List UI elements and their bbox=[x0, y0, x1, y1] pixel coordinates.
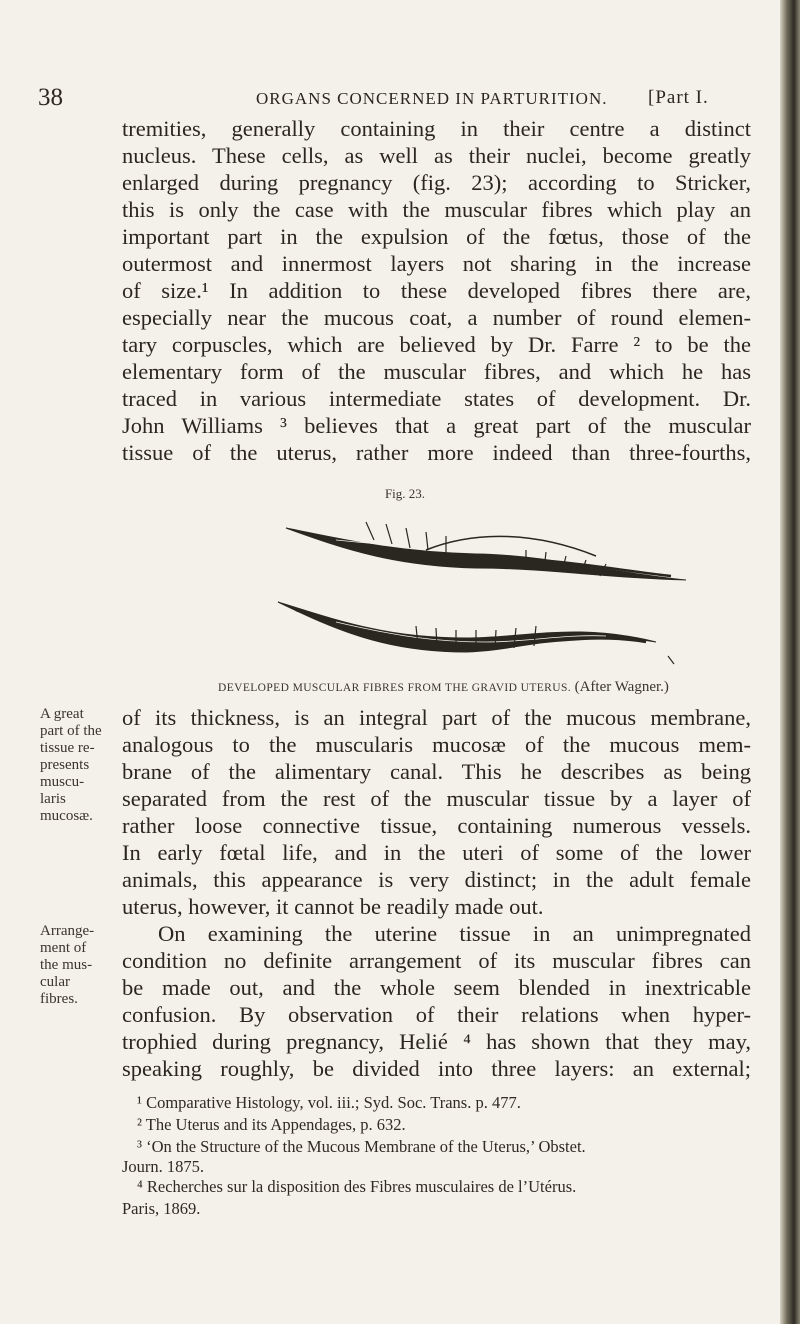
margin-note-line: presents bbox=[40, 757, 90, 773]
margin-note-arrangement bbox=[40, 923, 94, 1008]
text-line: uterus, however, it cannot be readily made out. bbox=[122, 894, 544, 919]
text-line: of size.¹ In addition to these developed fibres there are, bbox=[122, 278, 751, 303]
text-line: speaking roughly, be divided into three layers: an external; bbox=[122, 1056, 751, 1081]
text-line: animals, this appearance is very distinct; in the adult female bbox=[122, 867, 751, 892]
footnote-2: ² The Uterus and its Appendages, p. 632. bbox=[137, 1115, 406, 1134]
text-line: tary corpuscles, which are believed by Dr. Farre ² to be the bbox=[122, 332, 751, 357]
margin-note-line: cular bbox=[40, 974, 70, 990]
text-line: nucleus. These cells, as well as their nuclei, become greatly bbox=[122, 143, 751, 168]
margin-note-line: the mus- bbox=[40, 957, 93, 973]
margin-note-line: muscu- bbox=[40, 774, 85, 790]
text-line: brane of the alimentary canal. This he describes as being bbox=[122, 759, 751, 784]
figure-caption bbox=[218, 679, 669, 696]
footnote-3-continued: Journ. 1875. bbox=[122, 1157, 205, 1176]
text-line: separated from the rest of the muscular tissue by a layer of bbox=[122, 786, 751, 811]
text-line: this is only the case with the muscular fibres which play an bbox=[122, 197, 751, 222]
text-line: tissue of the uterus, rather more indeed than three-fourths, bbox=[122, 440, 751, 465]
margin-note-line: laris bbox=[40, 791, 66, 807]
text-line: outermost and innermost layers not sharing in the increase bbox=[122, 251, 751, 276]
caption-text: DEVELOPED MUSCULAR FIBRES FROM THE GRAVID UTERUS. bbox=[218, 682, 572, 694]
text-line: analogous to the muscularis mucosæ of the mucous mem- bbox=[122, 732, 751, 757]
part-label: [Part I. bbox=[648, 87, 709, 108]
text-line: confusion. By observation of their relations when hyper- bbox=[122, 1002, 751, 1027]
text-line: enlarged during pregnancy (fig. 23); according to Stricker, bbox=[122, 170, 751, 195]
footnote-1: ¹ Comparative Histology, vol. iii.; Syd. Soc. Trans. p. 477. bbox=[137, 1093, 521, 1112]
text-line: In early fœtal life, and in the uteri of some of the lower bbox=[122, 840, 751, 865]
footnote-4: ⁴ Recherches sur la disposition des Fibres musculaires de l’Utérus. bbox=[137, 1177, 577, 1196]
margin-note-line: fibres. bbox=[40, 991, 78, 1007]
running-header bbox=[38, 84, 758, 114]
book-edge bbox=[780, 0, 800, 1324]
text-line: of its thickness, is an integral part of the mucous membrane, bbox=[122, 705, 751, 730]
text-line: condition no definite arrangement of its muscular fibres can bbox=[122, 948, 751, 973]
margin-note-line: ment of bbox=[40, 940, 87, 956]
footnote-4-continued: Paris, 1869. bbox=[122, 1199, 201, 1218]
page-number: 38 bbox=[38, 84, 63, 111]
running-title: ORGANS CONCERNED IN PARTURITION. bbox=[256, 89, 608, 108]
text-line: rather loose connective tissue, containing numerous vessels. bbox=[122, 813, 751, 838]
text-line: be made out, and the whole seem blended in inextricable bbox=[122, 975, 751, 1000]
text-line: trophied during pregnancy, Helié ⁴ has shown that they may, bbox=[122, 1029, 751, 1054]
caption-credit: (After Wagner.) bbox=[574, 679, 669, 695]
text-line: traced in various intermediate states of development. Dr. bbox=[122, 386, 751, 411]
text-line: tremities, generally containing in their centre a distinct bbox=[122, 116, 751, 141]
margin-note-line: tissue re- bbox=[40, 740, 95, 756]
footnote-3: ³ ‘On the Structure of the Mucous Membrane of the Uterus,’ Obstet. bbox=[137, 1137, 586, 1156]
margin-note-line: mucosæ. bbox=[40, 808, 93, 824]
text-line: important part in the expulsion of the fœtus, those of the bbox=[122, 224, 751, 249]
text-line: John Williams ³ believes that a great part of the muscular bbox=[122, 413, 751, 438]
margin-note-muscularis bbox=[40, 706, 102, 825]
margin-note-line: Arrange- bbox=[40, 923, 95, 939]
margin-note-line: A great bbox=[40, 706, 84, 722]
figure-label: Fig. 23. bbox=[384, 486, 426, 501]
text-line: elementary form of the muscular fibres, and which he has bbox=[122, 359, 751, 384]
margin-note-line: part of the bbox=[40, 723, 102, 739]
text-line: On examining the uterine tissue in an unimpregnated bbox=[158, 921, 751, 946]
text-line: especially near the mucous coat, a number of round elemen- bbox=[122, 305, 751, 330]
muscle-fibre-illustration bbox=[276, 510, 696, 670]
